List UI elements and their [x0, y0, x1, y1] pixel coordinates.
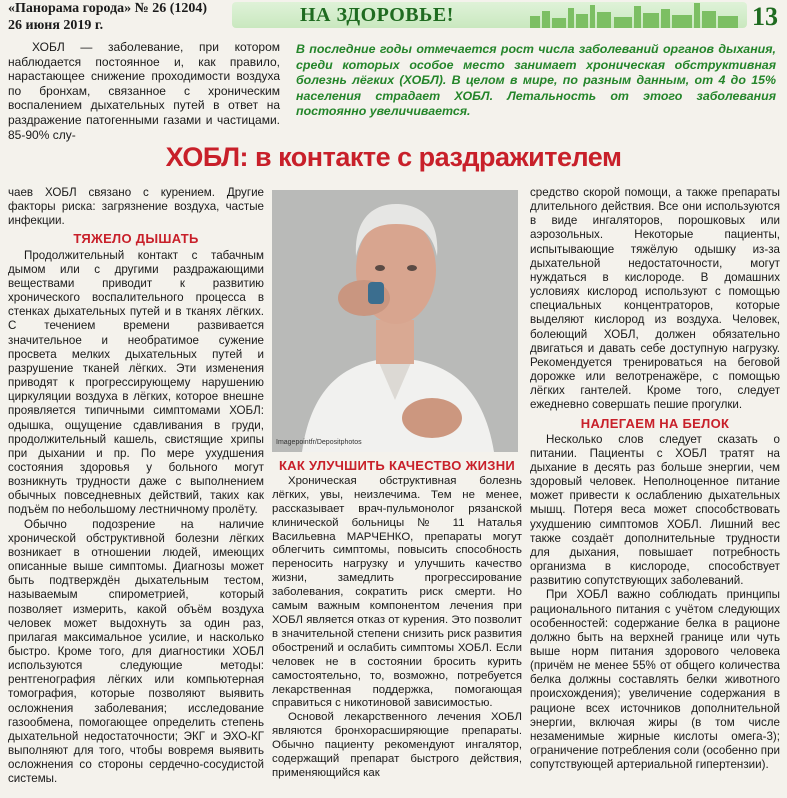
photo-credit: Imagepointfr/Depositphotos: [276, 439, 362, 446]
article-headline: ХОБЛ: в контакте с раздражителем: [165, 142, 622, 172]
subhead-heavy-breathing: ТЯЖЕЛО ДЫШАТЬ: [73, 231, 199, 247]
highlight-box: [292, 40, 780, 122]
issue-date: 26 июня 2019 г.: [8, 18, 104, 33]
rubric-title: НА ЗДОРОВЬЕ!: [300, 4, 454, 26]
man-with-inhaler-illustration: [272, 190, 518, 452]
subhead-protein: НАЛЕГАЕМ НА БЕЛОК: [580, 415, 730, 431]
page-number: 13: [752, 2, 778, 31]
masthead: [8, 0, 207, 34]
col2-paragraph-1: Хроническая обструктивная болезнь лёгких, увы, неизлечима. Тем не менее, рассказывает врач-пульмонолог рязанской клинической больницы № 11 Наталья Васильевна МАРЧЕНКО, препараты могут облегчить симптомы, повысить способность переносить нагрузку и улучшить качество жизни, замедлить прогрессирование заболевания, сократить риск смерти. Но самым важным компонентом лечения при ХОБЛ является отказ от курения. Это позволит в значительной степени снизить риск развития обострений и ослабить симптомы ХОБЛ. Если человек не в состоянии бросить курить самостоятельно, то, возможно, потребуется лекарственная поддержка, помогающая справиться с никотиновой зависимостью.: [272, 474, 522, 710]
lead-text: ХОБЛ — заболевание, при котором наблюдается постоянное и, как правило, нарастающее снижение проходимости воздуха по бронхам, связанное с хроническим воспалением дыхательных путей в ответ на раздражение патогенными газами и частицами. 85-90% слу-: [8, 40, 280, 142]
col1-paragraph-2: Обычно подозрение на наличие хронической обструктивной болезни лёгких возникает в отношении людей, имеющих описанные выше симптомы. Диагнозы может быть подтверждён дыхательным тестом, называемым спирометрией, который позволяет измерить, какой объём воздуха человек может выдохнуть за один раз, прилагая максимальное усилие, и насколько быстро. Кроме того, для диагностики ХОБЛ используются следующие методы: рентгенография лёгких или компьютерная томография, которые позволяют выявить осложнения заболевания; исследование газообмена, помогающее определить степень дыхательной недостаточности; ЭКГ и ЭХО-КГ выполняют для того, чтобы вовремя выявить осложнения со стороны сердечно-сосудистой системы.: [8, 517, 264, 786]
newspaper-issue: «Панорама города» № 26 (1204): [8, 1, 208, 16]
column-1: [8, 186, 264, 787]
col2-paragraph-2: Основой лекарственного лечения ХОБЛ являются бронхорасширяющие препараты. Обычно пациенту рекомендуют ингалятор, содержащий препарат быстрого действия, применяющийся как: [272, 711, 522, 779]
page-header: [0, 0, 787, 36]
lead-paragraph: [8, 40, 280, 142]
col3-paragraph-1: Несколько слов следует сказать о питании. Пациенты с ХОБЛ тратят на дыхание в десять раз больше энергии, чем здоровый человек. Неполноценное питание может привести к ослаблению дыхательных мышц. Потеря веса может способствовать ухудшению симптомов ХОБЛ. Лишний вес также создаёт дополнительные трудности для дыхания, повышает потребность организма в кислороде, способствует развитию сопутствующих заболеваний.: [530, 432, 780, 588]
column-2: [272, 455, 522, 781]
column-3: [530, 186, 780, 772]
subhead-quality-of-life: КАК УЛУЧШИТЬ КАЧЕСТВО ЖИЗНИ: [278, 458, 516, 473]
col1-continuation: чаев ХОБЛ связано с курением. Другие факторы риска: загрязнение воздуха, частые инфекции.: [8, 186, 264, 228]
article-photo: [272, 190, 518, 452]
col1-paragraph-1: Продолжительный контакт с табачным дымом или с другими раздражающими веществами приводит к развитию хронического воспалительного процесса в стенках дыхательных путей и в тканях лёгких. С течением времени развивается значительное и необратимое сужение просвета мелких дыхательных путей и разрушение тканей лёгких. Эти изменения приводят к прогрессирующему нарушению циркуляции воздуха в лёгких, которое внешне проявляется типичными симптомами ХОБЛ: одышка, ощущение сдавливания в груди, продолжительный кашель, свистящие хрипы при дыхании и пр. По мере ухудшения состояния здоровья у больного могут возникнуть трудности даже с выполнением обычных повседневных действий, таких как подъём по небольшому лестничному пролёту.: [8, 248, 264, 517]
col3-continuation: средство скорой помощи, а также препараты длительного действия. Все они используются в виде ингаляторов, порошковых или аэрозольных. Некоторые пациенты, испытывающие тяжёлую одышку из-за дыхательной недостаточности, могут нуждаться в кислороде. В домашних условиях кислород используют с помощью специальных концентраторов, которые выделяют кислород из воздуха. Человек, болеющий ХОБЛ, должен обязательно двигаться и давать себе доступную нагрузку. Рекомендуется тренироваться на беговой дорожке или велотренажёре, с помощью лёгких гантелей. Кроме того, следует ежедневно совершать пешие прогулки.: [530, 186, 780, 412]
col3-paragraph-2: При ХОБЛ важно соблюдать принципы рационального питания с учётом следующих особенностей: содержание белка в рационе должно быть на верхней границе или чуть выше норм питания здорового человека (причём не менее 55% от общего количества белка должны составлять белки животного происхождения); увеличение содержания в рационе всех источников дополнительной энергии, включая жиры (в том числе незаменимые жирные кислоты омега-3); ограничение потребления соли (особенно при сопутствующей артериальной гипертензии).: [530, 588, 780, 772]
highlight-text: В последние годы отмечается рост числа заболеваний органов дыхания, среди которых особое место занимает хроническая обструктивная болезнь лёгких (ХОБЛ). В целом в мире, по разным данным, от 4 до 15% населения страдает ХОБЛ. Летальность от этого заболевания постоянно увеличивается.: [296, 42, 776, 118]
city-skyline-icon: [530, 2, 740, 28]
inhaler-icon: [368, 282, 384, 304]
